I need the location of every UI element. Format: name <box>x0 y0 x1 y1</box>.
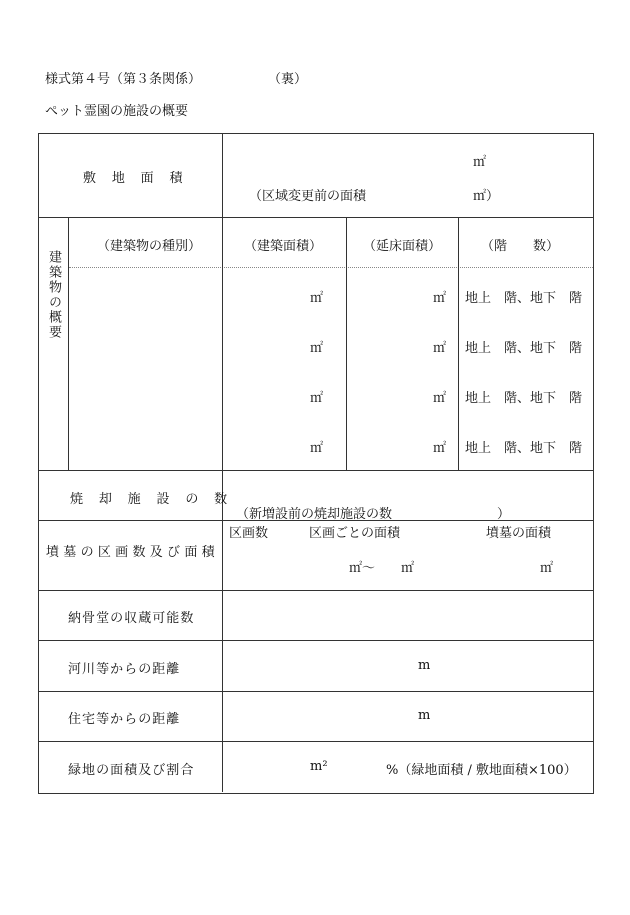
divider <box>38 590 593 591</box>
buildings-side-label: 建築物の概要 <box>46 250 61 340</box>
divider <box>38 470 593 471</box>
dotted-divider <box>69 267 593 268</box>
house-distance-label: 住宅等からの距離 <box>68 712 181 727</box>
form-number: 様式第４号（第３条関係） <box>45 72 202 87</box>
col-floor-area: （延床面積） <box>363 239 442 254</box>
building-area-unit: ㎡ <box>310 391 324 406</box>
divider <box>38 741 593 742</box>
incinerator-prior-note: （新増設前の焼却施設の数 <box>236 507 393 522</box>
col-building-type: （建築物の種別） <box>97 239 202 254</box>
incinerator-label: 焼 却 施 設 の 数 <box>70 492 234 507</box>
site-area-prior-unit: ㎡） <box>473 189 500 204</box>
back-side-label: （裏） <box>268 72 308 87</box>
graves-col-total-area: 墳墓の面積 <box>486 526 552 541</box>
col-floors: （階 数） <box>481 239 560 254</box>
green-area-ratio-note: %（緑地面積 / 敷地面積×100） <box>386 763 577 778</box>
graves-label: 墳墓の区画数及び面積 <box>46 545 219 560</box>
graves-col-count: 区画数 <box>229 526 269 541</box>
ossuary-label: 納骨堂の収蔵可能数 <box>68 611 195 626</box>
divider <box>38 217 593 218</box>
green-area-unit: m² <box>310 759 328 774</box>
divider <box>68 217 69 470</box>
floor-area-unit: ㎡ <box>433 341 447 356</box>
floors-value: 地上 階、地下 階 <box>465 441 583 456</box>
building-area-unit: ㎡ <box>310 441 324 456</box>
building-area-unit: ㎡ <box>310 341 324 356</box>
graves-area-range: ㎡〜 ㎡ <box>349 561 415 576</box>
green-area-label: 緑地の面積及び割合 <box>68 763 195 778</box>
graves-total-unit: ㎡ <box>540 561 554 576</box>
site-area-label: 敷 地 面 積 <box>83 171 189 186</box>
divider <box>346 217 347 470</box>
table-border <box>38 133 594 794</box>
floor-area-unit: ㎡ <box>433 391 447 406</box>
site-area-unit: ㎡ <box>473 155 487 170</box>
floor-area-unit: ㎡ <box>433 441 447 456</box>
incinerator-prior-close: ） <box>497 507 511 522</box>
building-area-unit: ㎡ <box>310 291 324 306</box>
floors-value: 地上 階、地下 階 <box>465 341 583 356</box>
graves-col-per-area: 区画ごとの面積 <box>309 526 401 541</box>
divider <box>38 691 593 692</box>
col-building-area: （建築面積） <box>244 239 323 254</box>
page-title: ペット霊園の施設の概要 <box>45 104 189 119</box>
floors-value: 地上 階、地下 階 <box>465 291 583 306</box>
house-distance-unit: m <box>418 708 431 723</box>
divider <box>222 133 223 792</box>
river-distance-unit: m <box>418 658 431 673</box>
divider <box>458 217 459 470</box>
river-distance-label: 河川等からの距離 <box>68 662 181 677</box>
site-area-prior-note: （区域変更前の面積 <box>249 189 367 204</box>
floor-area-unit: ㎡ <box>433 291 447 306</box>
divider <box>38 640 593 641</box>
floors-value: 地上 階、地下 階 <box>465 391 583 406</box>
